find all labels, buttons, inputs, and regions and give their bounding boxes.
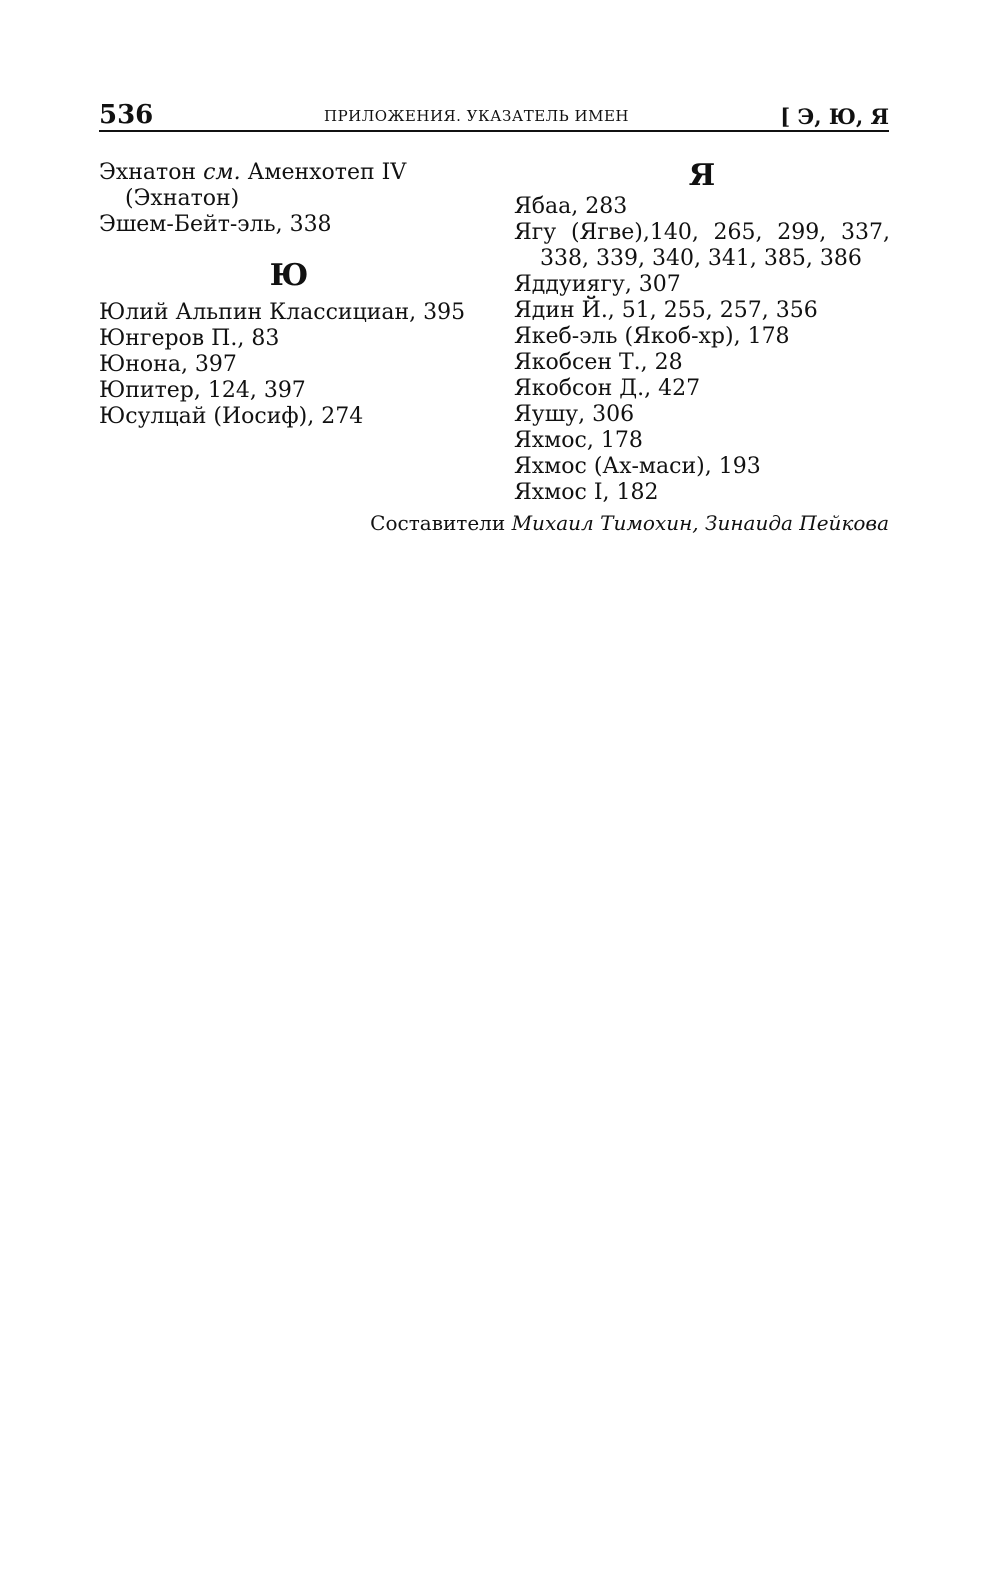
section-letter-yu: Ю — [269, 258, 309, 293]
compilers-credit — [370, 510, 889, 536]
entry-name: Эхнатон — [99, 160, 197, 185]
index-entry: Ягу (Ягве),140, 265, 299, 337, 338, 339, 340, 341, 385, 386 — [514, 220, 890, 271]
index-entry: Яхмос, 178 — [514, 428, 643, 453]
index-entry — [99, 160, 479, 212]
index-entry: Юлий Альпин Классициан, 395 — [99, 300, 466, 325]
compilers-label: Составители — [370, 511, 506, 535]
page-number: 536 — [99, 100, 154, 130]
index-entry: Яушу, 306 — [514, 402, 635, 427]
running-title: ПРИЛОЖЕНИЯ. УКАЗАТЕЛЬ ИМЕН — [324, 107, 630, 125]
right-column — [514, 160, 890, 506]
see-reference: см. — [203, 160, 241, 185]
index-entry: Юнона, 397 — [99, 352, 237, 377]
letter-range: [ Э, Ю, Я — [780, 104, 889, 129]
compilers-names: Михаил Тимохин, Зинаида Пейкова — [511, 511, 889, 535]
index-entry: Юнгеров П., 83 — [99, 326, 280, 351]
page-header — [99, 96, 889, 132]
index-entry: Яхмос (Ах-маси), 193 — [514, 454, 761, 479]
index-entry: Якеб-эль (Якоб-хр), 178 — [514, 324, 790, 349]
index-entry: Якобсен Т., 28 — [514, 350, 683, 375]
index-entry: Ябаа, 283 — [514, 194, 628, 219]
index-entry: Яхмос I, 182 — [514, 480, 659, 505]
index-entry: Юсулцай (Иосиф), 274 — [99, 404, 364, 429]
index-entry: Юпитер, 124, 397 — [99, 378, 306, 403]
index-entry: Эшем-Бейт-эль, 338 — [99, 212, 332, 237]
index-entry: Ядин Й., 51, 255, 257, 356 — [514, 298, 818, 323]
entry-reference: Аменхотеп IV (Эхнатон) — [125, 160, 407, 211]
index-entry: Якобсон Д., 427 — [514, 376, 701, 401]
left-column — [99, 160, 479, 430]
index-entry: Яддуиягу, 307 — [514, 272, 681, 297]
section-letter-ya: Я — [688, 158, 716, 193]
